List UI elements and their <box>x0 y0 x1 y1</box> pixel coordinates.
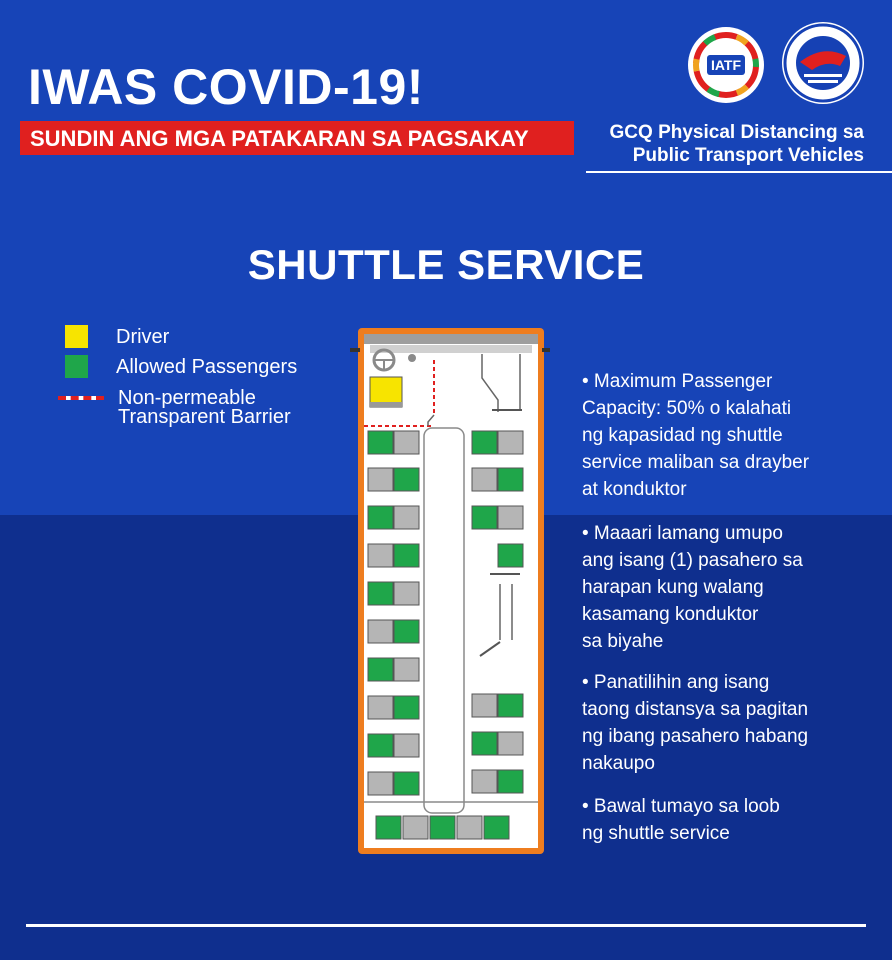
seat-allowed <box>394 696 419 719</box>
seat-blocked <box>394 582 419 605</box>
seat-allowed <box>394 772 419 795</box>
legend-driver-label: Driver <box>116 326 170 348</box>
legend-barrier-line-2: Transparent Barrier <box>118 406 291 428</box>
seat-blocked <box>472 770 497 793</box>
main-title: IWAS COVID-19! <box>28 59 424 115</box>
legend-barrier-dashes <box>58 396 104 400</box>
seat-blocked <box>368 772 393 795</box>
bullet-distance: • Panatilihin ang isang taong distansya sa pagitan ng ibang pasahero habang nakaupo <box>582 672 809 774</box>
bullet-no-standing: • Bawal tumayo sa loob ng shuttle service <box>582 796 780 844</box>
legend-driver-swatch <box>65 325 88 348</box>
legend-barrier-line-1: Non-permeable <box>118 387 256 409</box>
dotr-seal-graphic <box>782 22 864 104</box>
iatf-logo <box>688 27 764 103</box>
seat-blocked <box>457 816 482 839</box>
dotr-logo <box>782 22 864 104</box>
seat-blocked <box>368 468 393 491</box>
subtitle: SUNDIN ANG MGA PATAKARAN SA PAGSAKAY <box>30 126 529 151</box>
seat-allowed <box>498 468 523 491</box>
seat-allowed <box>368 734 393 757</box>
rear-bench <box>376 816 509 839</box>
seat-allowed <box>394 620 419 643</box>
seat-allowed <box>472 431 497 454</box>
bullet-front-seat: • Maaari lamang umupo ang isang (1) pasahero sa harapan kung walang kasamang konduktor sa biyahe <box>582 523 803 652</box>
footer-divider <box>26 924 866 927</box>
seat-allowed <box>394 544 419 567</box>
seat-blocked <box>394 734 419 757</box>
bullet-capacity: • Maximum Passenger Capacity: 50% o kalahati ng kapasidad ng shuttle service maliban sa drayber at konduktor <box>582 371 810 500</box>
shuttle-floor-plan <box>350 320 550 860</box>
right-mirror <box>542 348 550 352</box>
seat-blocked <box>472 468 497 491</box>
legend-barrier-label <box>118 389 291 427</box>
section-title: SHUTTLE SERVICE <box>247 241 645 288</box>
seat-allowed <box>472 732 497 755</box>
seat-blocked <box>368 620 393 643</box>
center-aisle <box>424 428 464 813</box>
seat-blocked <box>368 544 393 567</box>
legend-allowed-label: Allowed Passengers <box>116 356 298 378</box>
seat-allowed <box>368 582 393 605</box>
seat-blocked <box>368 696 393 719</box>
left-mirror <box>350 348 360 352</box>
seat-blocked <box>394 658 419 681</box>
seat-blocked <box>498 732 523 755</box>
seat-allowed <box>368 431 393 454</box>
seat-allowed <box>368 506 393 529</box>
gcq-line-2: Public Transport Vehicles <box>632 145 864 166</box>
seat-allowed <box>430 816 455 839</box>
gcq-line-1: GCQ Physical Distancing sa <box>609 122 864 143</box>
seat-blocked <box>498 506 523 529</box>
seat-allowed <box>394 468 419 491</box>
seat-blocked <box>498 431 523 454</box>
seat-blocked <box>394 506 419 529</box>
seat-blocked <box>394 431 419 454</box>
seat-blocked <box>472 694 497 717</box>
seat-allowed <box>498 694 523 717</box>
gcq-heading <box>544 121 864 167</box>
dashboard <box>364 334 538 344</box>
windshield-strip <box>370 345 532 353</box>
seat-blocked <box>403 816 428 839</box>
seat-allowed <box>376 816 401 839</box>
seat-allowed <box>484 816 509 839</box>
seat-allowed <box>498 770 523 793</box>
gear-knob-icon <box>408 354 416 362</box>
iatf-logo-graphic <box>688 27 764 103</box>
gcq-underline <box>586 171 892 173</box>
seat-allowed <box>368 658 393 681</box>
seat-allowed <box>472 506 497 529</box>
iatf-logo-text: IATF <box>710 57 742 73</box>
legend-allowed-swatch <box>65 355 88 378</box>
driver-seat-back <box>370 402 402 407</box>
seat-allowed <box>498 544 523 567</box>
